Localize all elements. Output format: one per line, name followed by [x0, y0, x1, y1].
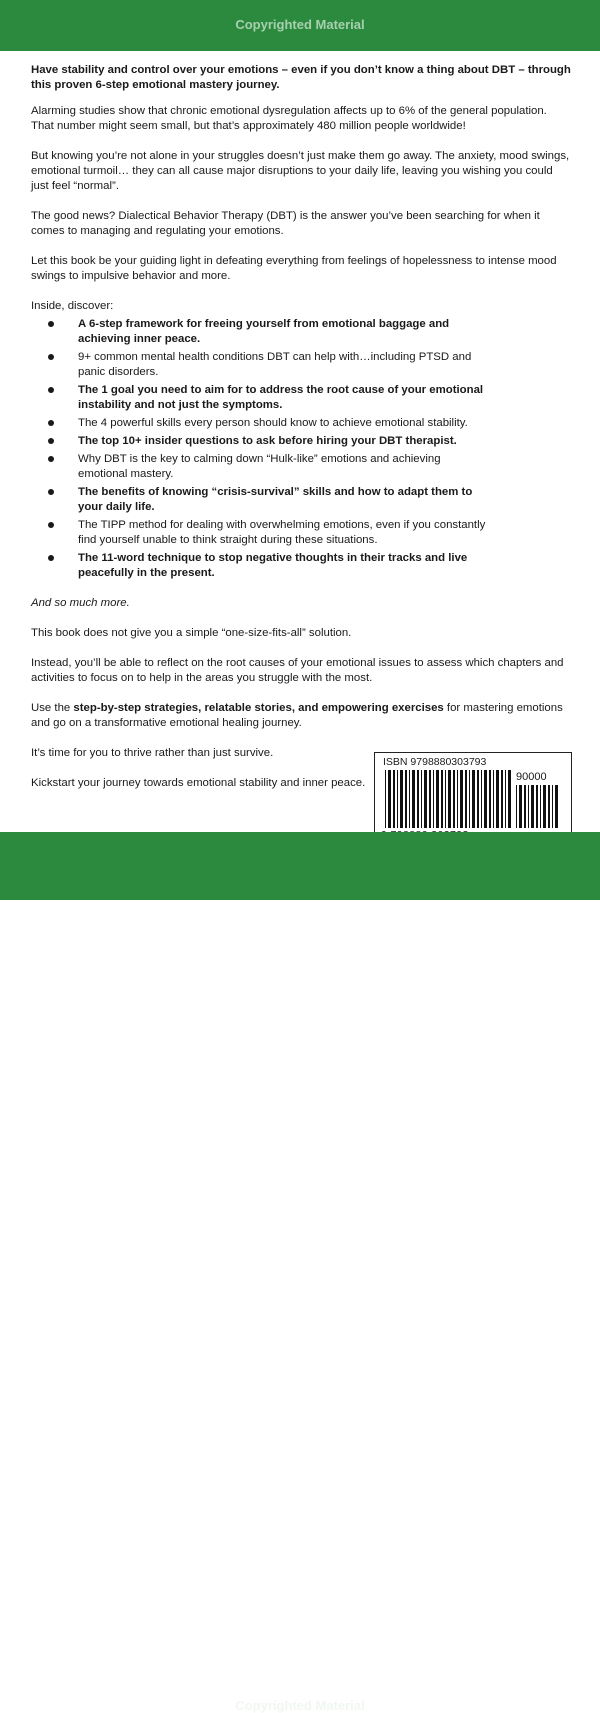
- barcode-bar: [424, 770, 427, 828]
- paragraph-4: Let this book be your guiding light in defeating everything from feelings of hopelessness to intense mood swings to impulsive behavior and more.: [31, 255, 557, 282]
- paragraph-1: Alarming studies show that chronic emotional dysregulation affects up to 6% of the general population. That number might seem small, but that’s approximately 480 million people worldwide!: [31, 105, 547, 132]
- barcode-bar: [405, 770, 407, 828]
- barcode-bar: [441, 770, 443, 828]
- barcode-bar: [536, 785, 538, 828]
- copyright-watermark-bottom: Copyrighted Material: [235, 1698, 365, 1713]
- barcode-bar: [501, 770, 503, 828]
- back-cover-text: [31, 63, 571, 806]
- barcode-bar: [429, 770, 431, 828]
- bullet-icon: [48, 555, 54, 561]
- bullet-icon: [48, 387, 54, 393]
- barcode-bar: [552, 785, 553, 828]
- bottom-green-band: [0, 832, 600, 1713]
- barcode-bar: [516, 785, 517, 828]
- closing-paragraph-3: Use the step-by-step strategies, relatable stories, and empowering exercises for mastering emotions and go on a transformative emotional healing journey.: [31, 702, 563, 729]
- bullet-icon: [48, 420, 54, 426]
- bullet-icon: [48, 354, 54, 360]
- closing-paragraph-4: It’s time for you to thrive rather than just survive.: [31, 747, 274, 759]
- bullet-icon: [48, 489, 54, 495]
- barcode-bar: [469, 770, 470, 828]
- barcode-bar: [445, 770, 446, 828]
- barcode-bar: [505, 770, 506, 828]
- barcode-bar: [540, 785, 541, 828]
- isbn-label: ISBN 9798880303793: [383, 756, 487, 768]
- barcode-bar: [555, 785, 558, 828]
- barcode-bar: [548, 785, 550, 828]
- barcode-bar: [460, 770, 463, 828]
- barcode-bar: [436, 770, 439, 828]
- list-item: The benefits of knowing “crisis-survival” skills and how to adapt them to your daily life.: [31, 485, 488, 515]
- price-code: 90000: [516, 771, 547, 783]
- barcode-bar: [400, 770, 403, 828]
- barcode-bar: [543, 785, 546, 828]
- closing-paragraph-5: Kickstart your journey towards emotional stability and inner peace.: [31, 777, 366, 789]
- bullet-icon: [48, 522, 54, 528]
- list-item: The 1 goal you need to aim for to address the root cause of your emotional instability and not just the symptoms.: [31, 383, 488, 413]
- barcode-bar: [393, 770, 395, 828]
- barcode-bar: [481, 770, 482, 828]
- inside-label: Inside, discover:: [31, 300, 114, 312]
- barcode-bar: [493, 770, 494, 828]
- list-item: The 4 powerful skills every person should know to achieve emotional stability.: [31, 416, 488, 431]
- closing-paragraph-1: This book does not give you a simple “one-size-fits-all” solution.: [31, 627, 352, 639]
- barcode-bar: [448, 770, 451, 828]
- barcode-bar: [524, 785, 526, 828]
- barcode-bar: [409, 770, 410, 828]
- addon-barcode-bars: [516, 785, 562, 828]
- lead-heading: Have stability and control over your emotions – even if you don’t know a thing about DBT – through this proven 6-step emotional mastery journey.: [31, 64, 571, 91]
- barcode-bar: [528, 785, 529, 828]
- barcode-bar: [453, 770, 455, 828]
- barcode-bars: [385, 770, 513, 828]
- barcode-bar: [421, 770, 422, 828]
- isbn-barcode: [374, 752, 572, 844]
- barcode-bar: [531, 785, 534, 828]
- barcode-bar: [433, 770, 434, 828]
- top-green-band: [0, 0, 600, 51]
- bullet-icon: [48, 438, 54, 444]
- closing-paragraph-2: Instead, you’ll be able to reflect on the root causes of your emotional issues to assess which chapters and activities to focus on to help in the areas you struggle with the most.: [31, 657, 564, 684]
- barcode-bar: [519, 785, 522, 828]
- list-item: Why DBT is the key to calming down “Hulk-like” emotions and achieving emotional mastery.: [31, 452, 488, 482]
- so-much-more: And so much more.: [31, 597, 130, 609]
- list-item: The top 10+ insider questions to ask before hiring your DBT therapist.: [31, 434, 488, 449]
- barcode-bar: [465, 770, 467, 828]
- barcode-bar: [457, 770, 458, 828]
- list-item: 9+ common mental health conditions DBT can help with…including PTSD and panic disorders.: [31, 350, 488, 380]
- barcode-bar: [477, 770, 479, 828]
- list-item: A 6-step framework for freeing yourself from emotional baggage and achieving inner peace.: [31, 317, 488, 347]
- list-item: The 11-word technique to stop negative thoughts in their tracks and live peacefully in the present.: [31, 551, 488, 581]
- paragraph-2: But knowing you’re not alone in your struggles doesn’t just make them go away. The anxiety, mood swings, emotional turmoil… they can all cause major disruptions to your daily life, leaving you wishing you could just feel “normal”.: [31, 150, 570, 192]
- barcode-bar: [484, 770, 487, 828]
- barcode-bar: [385, 770, 386, 828]
- barcode-bar: [388, 770, 391, 828]
- barcode-bar: [472, 770, 475, 828]
- barcode-bar: [397, 770, 398, 828]
- list-item: The TIPP method for dealing with overwhelming emotions, even if you constantly find yourself unable to think straight during these situations.: [31, 518, 488, 548]
- barcode-bar: [508, 770, 511, 828]
- copyright-watermark-top: Copyrighted Material: [235, 17, 365, 32]
- bullet-icon: [48, 456, 54, 462]
- barcode-bar: [412, 770, 415, 828]
- barcode-bar: [496, 770, 499, 828]
- feature-list: [31, 317, 571, 581]
- paragraph-3: The good news? Dialectical Behavior Therapy (DBT) is the answer you’ve been searching for when it comes to managing and regulating your emotions.: [31, 210, 540, 237]
- barcode-bar: [417, 770, 419, 828]
- barcode-bar: [489, 770, 491, 828]
- bullet-icon: [48, 321, 54, 327]
